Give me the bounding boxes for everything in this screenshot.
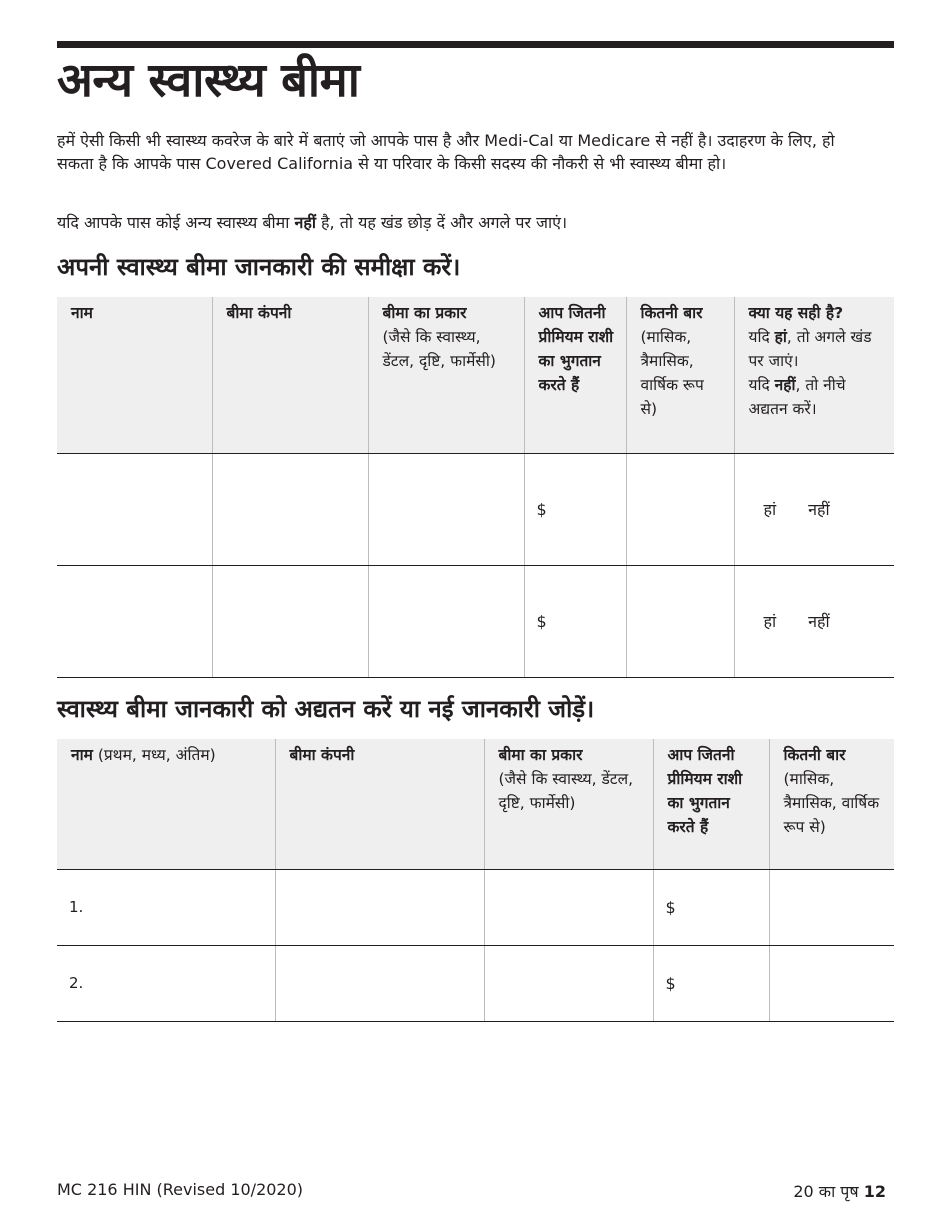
col-type: बीमा का प्रकार (जैसे कि स्वास्थ्य, डेंटल, दृष्टि, फार्मेसी): [368, 297, 524, 453]
company-cell[interactable]: [212, 453, 368, 565]
col-name: नाम (प्रथम, मध्य, अंतिम): [57, 739, 275, 869]
is-correct-cell: [734, 565, 894, 677]
col-type: बीमा का प्रकार (जैसे कि स्वास्थ्य, डेंटल, दृष्टि, फार्मेसी): [484, 739, 653, 869]
currency-symbol: $: [665, 897, 676, 917]
premium-cell[interactable]: [524, 565, 626, 677]
currency-symbol: $: [536, 499, 547, 519]
form-id: MC 216 HIN (Revised 10/2020): [57, 1180, 304, 1199]
currency-symbol: $: [536, 611, 547, 631]
type-cell[interactable]: [368, 453, 524, 565]
col-premium: आप जितनी प्रीमियम राशी का भुगतान करते हैं: [653, 739, 769, 869]
name-cell[interactable]: [57, 945, 275, 1021]
review-insurance-table: [57, 297, 894, 678]
premium-cell[interactable]: [524, 453, 626, 565]
frequency-cell[interactable]: [626, 565, 734, 677]
intro-paragraph: हमें ऐसी किसी भी स्वास्थ्य कवरेज के बारे में बताएं जो आपके पास है और Medi-Cal या Medicare से नहीं है। उदाहरण के लिए, हो सकता है कि आपके पास Covered California से या परिवार के किसी सदस्य की नौकरी से भी स्वास्थ्य बीमा हो।: [57, 131, 835, 173]
col-company: बीमा कंपनी: [212, 297, 368, 453]
type-cell[interactable]: [484, 869, 653, 945]
row-number: 2.: [69, 974, 84, 992]
page-number: 20 का पृष 12: [793, 1182, 886, 1201]
col-frequency: कितनी बार (मासिक, त्रैमासिक, वार्षिक रूप से): [769, 739, 894, 869]
col-frequency: कितनी बार (मासिक, त्रैमासिक, वार्षिक रूप से): [626, 297, 734, 453]
update-insurance-table: [57, 739, 894, 1022]
table-header-row: [57, 739, 894, 869]
table-row: [57, 945, 894, 1021]
name-cell[interactable]: [57, 565, 212, 677]
type-cell[interactable]: [368, 565, 524, 677]
frequency-cell[interactable]: [626, 453, 734, 565]
frequency-cell[interactable]: [769, 945, 894, 1021]
yes-option[interactable]: हां: [763, 500, 777, 519]
name-cell[interactable]: [57, 869, 275, 945]
frequency-cell[interactable]: [769, 869, 894, 945]
row-number: 1.: [69, 898, 84, 916]
col-name: नाम: [57, 297, 212, 453]
premium-cell[interactable]: [653, 945, 769, 1021]
company-cell[interactable]: [212, 565, 368, 677]
table-header-row: [57, 297, 894, 453]
col-premium: आप जितनी प्रीमियम राशी का भुगतान करते हैं: [524, 297, 626, 453]
col-is-correct: क्या यह सही है? यदि हां, तो अगले खंड पर जाएं। यदि नहीं, तो नीचे अद्यतन करें।: [734, 297, 894, 453]
premium-cell[interactable]: [653, 869, 769, 945]
type-cell[interactable]: [484, 945, 653, 1021]
col-company: बीमा कंपनी: [275, 739, 484, 869]
no-option[interactable]: नहीं: [808, 500, 830, 519]
company-cell[interactable]: [275, 945, 484, 1021]
is-correct-cell: [734, 453, 894, 565]
page-title: अन्य स्वास्थ्य बीमा: [57, 53, 360, 108]
name-cell[interactable]: [57, 453, 212, 565]
currency-symbol: $: [665, 973, 676, 993]
yes-option[interactable]: हां: [763, 612, 777, 631]
company-cell[interactable]: [275, 869, 484, 945]
table-row: [57, 565, 894, 677]
table-row: [57, 453, 894, 565]
skip-instruction: यदि आपके पास कोई अन्य स्वास्थ्य बीमा नहीं है, तो यह खंड छोड़ दें और अगले पर जाएं।: [57, 213, 568, 232]
table-row: [57, 869, 894, 945]
no-option[interactable]: नहीं: [808, 612, 830, 631]
top-rule: [57, 41, 894, 48]
update-section-heading: स्वास्थ्य बीमा जानकारी को अद्यतन करें या नई जानकारी जोड़ें।: [57, 695, 595, 723]
review-section-heading: अपनी स्वास्थ्य बीमा जानकारी की समीक्षा करें।: [57, 253, 461, 281]
